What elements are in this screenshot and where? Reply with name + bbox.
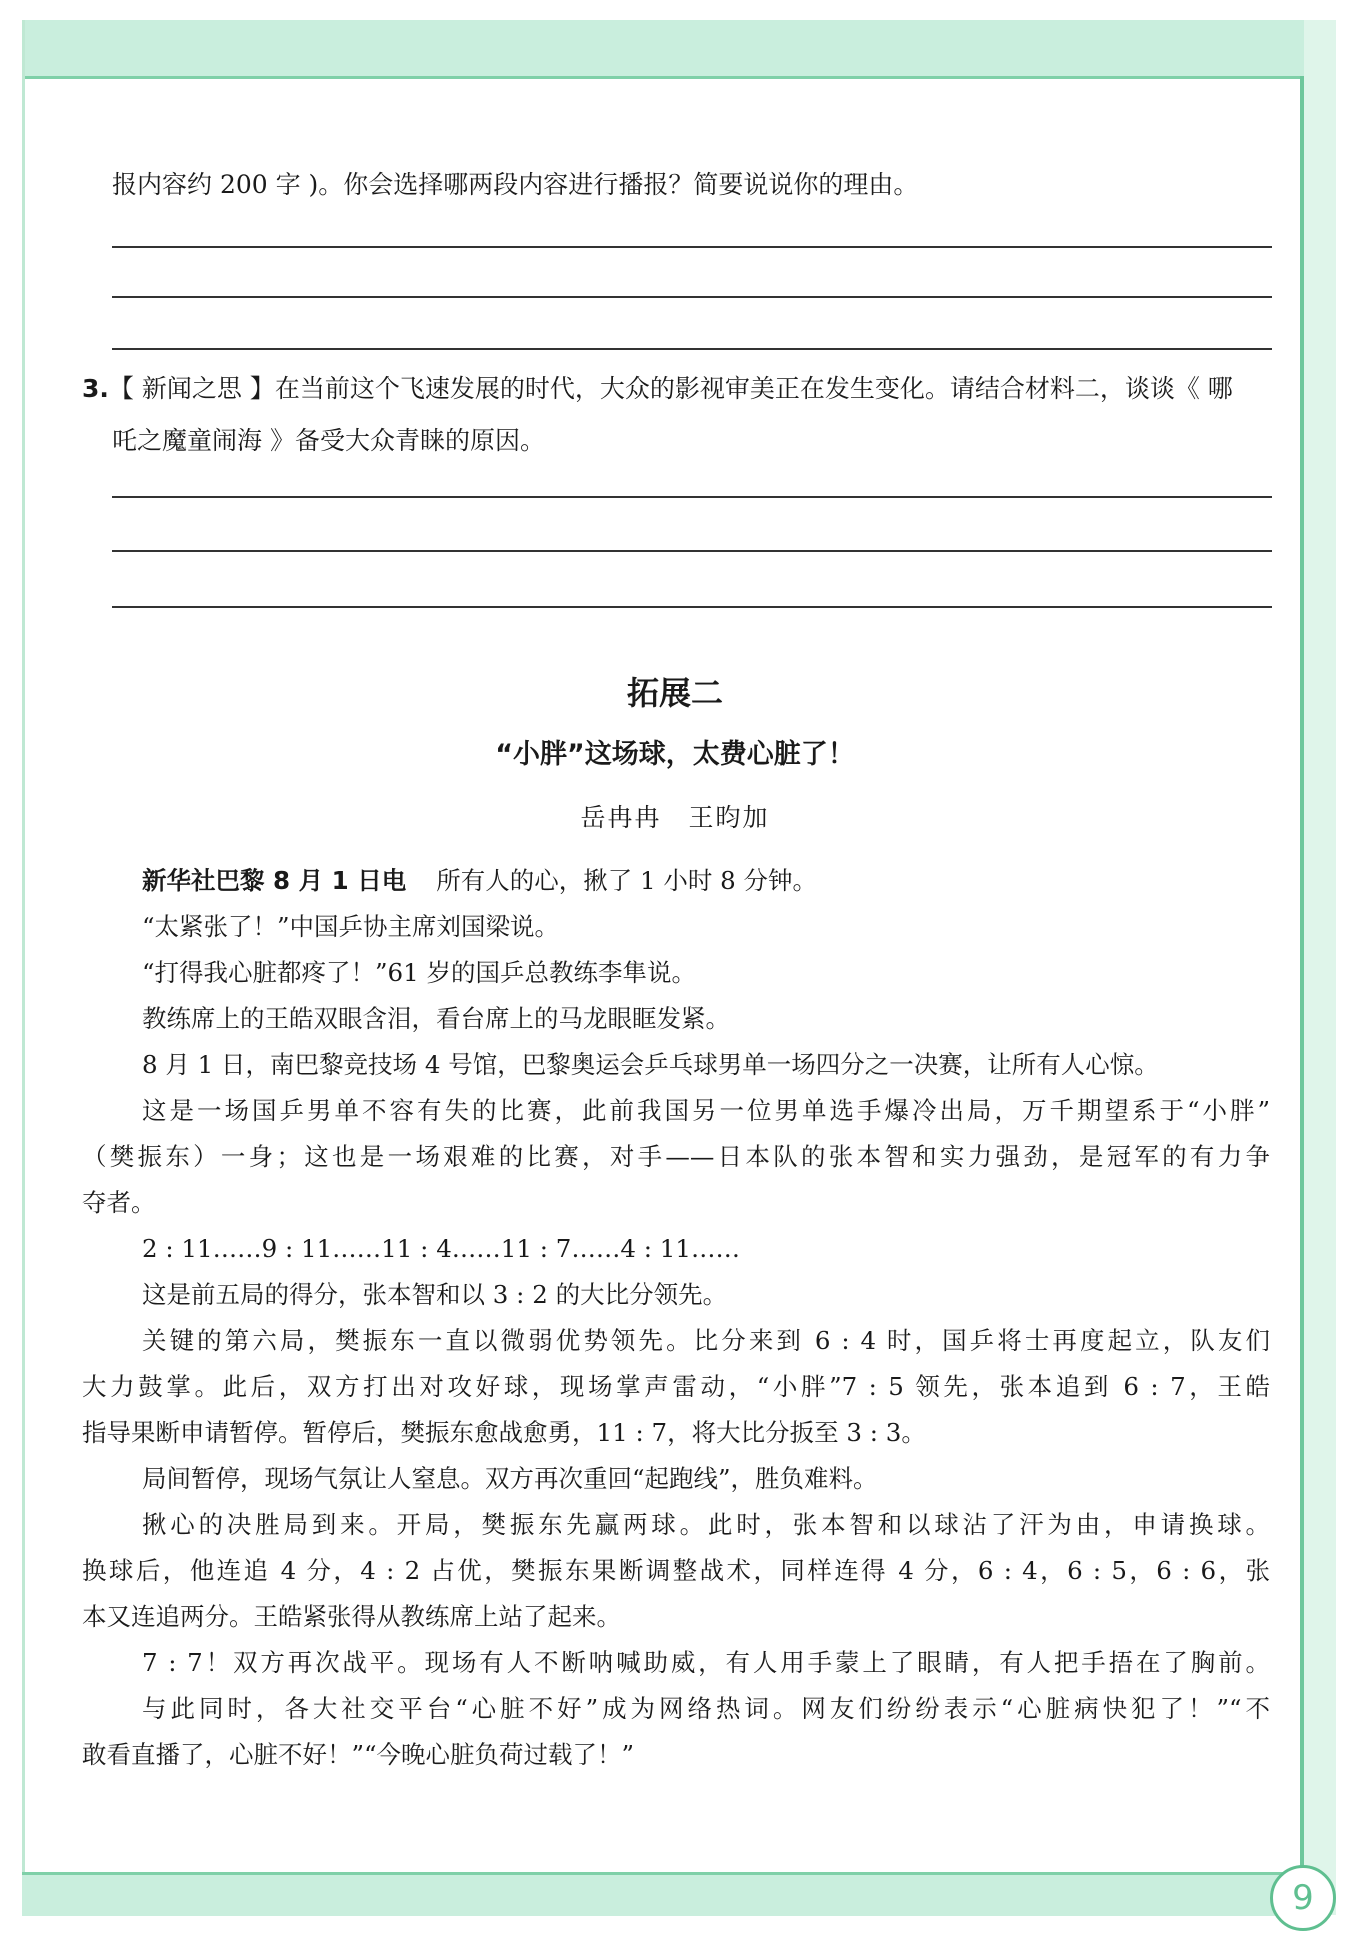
page-frame-right-band	[1304, 20, 1336, 1915]
article-paragraph: 这是一场国乒男单不容有失的比赛，此前我国另一位男单选手爆冷出局，万千期望系于“小胖”	[142, 1096, 1270, 1125]
article-dateline: 新华社巴黎 8 月 1 日电	[142, 866, 407, 895]
page-frame-right-rule	[1300, 76, 1304, 1876]
answer-line[interactable]	[112, 550, 1272, 552]
answer-line[interactable]	[112, 348, 1272, 350]
article-paragraph-cont: 夺者。	[82, 1188, 156, 1217]
question-3	[82, 372, 1233, 406]
question-tag: 【 新闻之思 】	[108, 374, 275, 403]
article-paragraph: 8 月 1 日，南巴黎竞技场 4 号馆，巴黎奥运会乒乓球男单一场四分之一决赛，让所有人心惊。	[142, 1050, 1159, 1079]
page-frame-top-rule	[22, 76, 1336, 79]
question-2-continuation: 报内容约 200 字 )。你会选择哪两段内容进行播报？简要说说你的理由。	[112, 170, 919, 199]
article-paragraph-cont: 敢看直播了，心脏不好！”“今晚心脏负荷过载了！”	[82, 1740, 635, 1769]
section-title: 拓展二	[626, 674, 723, 712]
question-3-line-1: 在当前这个飞速发展的时代，大众的影视审美正在发生变化。请结合材料二，谈谈《 哪	[274, 374, 1233, 403]
article-paragraph-cont: 大力鼓掌。此后，双方打出对攻好球，现场掌声雷动，“小胖”7 : 5 领先，张本追到 6 : 7，王皓	[82, 1372, 1270, 1401]
article-paragraph: 这是前五局的得分，张本智和以 3 : 2 的大比分领先。	[142, 1280, 728, 1309]
article-byline: 岳冉冉 王昀加	[580, 803, 770, 832]
question-number: 3.	[82, 374, 109, 403]
page-frame-bottom	[22, 1874, 1287, 1916]
article-paragraph-cont: 本又连追两分。王皓紧张得从教练席上站了起来。	[82, 1602, 621, 1631]
answer-line[interactable]	[112, 606, 1272, 608]
article-paragraph: 局间暂停，现场气氛让人窒息。双方再次重回“起跑线”，胜负难料。	[142, 1464, 878, 1493]
article-paragraph-cont: 换球后，他连追 4 分，4 : 2 占优，樊振东果断调整战术，同样连得 4 分，6 : 4，6 : 5，6 : 6，张	[82, 1556, 1270, 1585]
article-paragraph-cont: （樊振东）一身；这也是一场艰难的比赛，对手——日本队的张本智和实力强劲，是冠军的有力争	[82, 1142, 1270, 1171]
article-paragraph: 关键的第六局，樊振东一直以微弱优势领先。比分来到 6 : 4 时，国乒将士再度起立，队友们	[142, 1326, 1270, 1355]
page-number: 9	[1270, 1865, 1336, 1931]
page-frame-bottom-rule	[22, 1872, 1287, 1875]
article-paragraph: 教练席上的王皓双眼含泪，看台席上的马龙眼眶发紧。	[142, 1004, 730, 1033]
article-paragraph: “打得我心脏都疼了！”61 岁的国乒总教练李隼说。	[142, 958, 697, 987]
page-frame-top	[22, 20, 1336, 76]
article-paragraph: “太紧张了！”中国乒协主席刘国梁说。	[142, 912, 560, 941]
article-paragraph-cont: 指导果断申请暂停。暂停后，樊振东愈战愈勇，11 : 7，将大比分扳至 3 : 3。	[82, 1418, 926, 1447]
article-title: “小胖”这场球，太费心脏了！	[495, 739, 855, 770]
page-frame-left	[22, 20, 25, 1915]
score-sequence: 2 : 11……9 : 11……11 : 4……11 : 7……4 : 11……	[142, 1234, 740, 1263]
answer-line[interactable]	[112, 496, 1272, 498]
article-paragraph: 新华社巴黎 8 月 1 日电 所有人的心，揪了 1 小时 8 分钟。	[142, 866, 818, 895]
article-paragraph: 揪心的决胜局到来。开局，樊振东先赢两球。此时，张本智和以球沾了汗为由，申请换球。	[142, 1510, 1270, 1539]
question-3-line-2: 吒之魔童闹海 》备受大众青睐的原因。	[112, 426, 545, 455]
answer-line[interactable]	[112, 246, 1272, 248]
article-paragraph: 7 : 7！双方再次战平。现场有人不断呐喊助威，有人用手蒙上了眼睛，有人把手捂在了胸前。	[142, 1648, 1270, 1677]
article-paragraph: 与此同时，各大社交平台“心脏不好”成为网络热词。网友们纷纷表示“心脏病快犯了！”“不	[142, 1694, 1270, 1723]
answer-line[interactable]	[112, 296, 1272, 298]
